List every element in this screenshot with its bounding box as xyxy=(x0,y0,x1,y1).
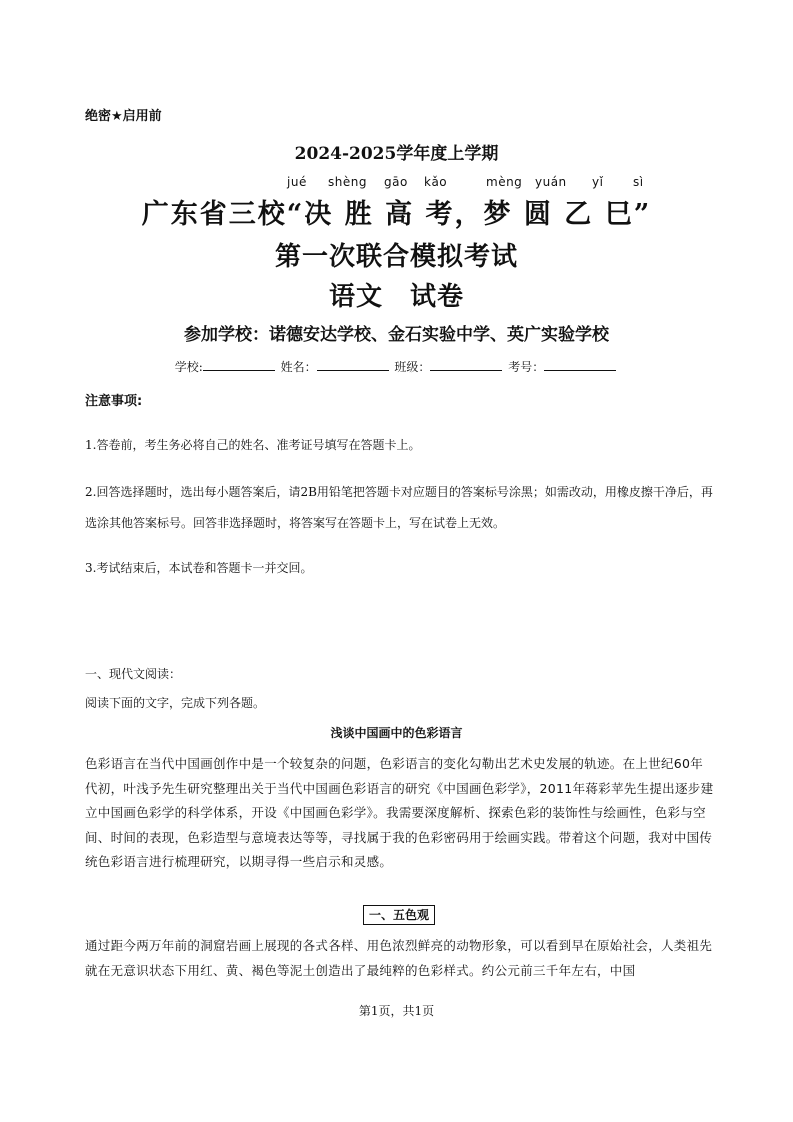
pinyin-syllable: sì xyxy=(633,175,644,189)
pinyin-syllable: yǐ xyxy=(592,175,604,189)
exam-title-main: 广东省三校“决 胜 高 考，梦 圆 乙 巳” xyxy=(141,199,652,230)
notice-item: 2.回答选择题时，选出每小题答案后，请2B用铅笔把答题卡对应题目的答案标号涂黑；如需改动，用橡皮擦干净后，再选涂其他答案标号。回答非选择题时，将答案写在答题卡上，写在试卷上无效。 xyxy=(85,485,713,530)
school-label: 学校: xyxy=(174,360,203,374)
participating-schools: 参加学校：诺德安达学校、金石实验中学、英广实验学校 xyxy=(184,325,609,345)
pinyin-annotation xyxy=(0,175,793,193)
class-label: 班级： xyxy=(394,360,431,374)
school-year-term: 2024-2025学年度上学期 xyxy=(294,144,499,164)
pinyin-syllable: kǎo xyxy=(424,175,448,189)
notice-heading: 注意事项: xyxy=(85,394,143,409)
section-heading: 一、现代文阅读： xyxy=(85,667,182,681)
article-subheading: 一、五色观 xyxy=(363,905,435,925)
exam-title-sub: 第一次联合模拟考试 xyxy=(274,242,518,272)
exam-number-field[interactable] xyxy=(544,360,616,371)
page-number: 第1页，共1页 xyxy=(358,1004,435,1018)
pinyin-syllable: jué xyxy=(287,175,307,189)
article-paragraph: 色彩语言在当代中国画创作中是一个较复杂的问题，色彩语言的变化勾勒出艺术史发展的轨迹。在上世纪60年代初，叶浅予先生研究整理出关于当代中国画色彩语言的研究《中国画色彩学》，2011年蒋彩苹先生提出逐步建立中国画色彩学的科学体系，开设《中国画色彩学》。我需要深度解析、探索色彩的装饰性与绘画性，色彩与空间、时间的表现，色彩造型与意境表达等等，寻找属于我的色彩密码用于绘画实践。带着这个问题，我对中国传统色彩语言进行梳理研究，以期寻得一些启示和灵感。 xyxy=(85,756,714,869)
pinyin-syllable: yuán xyxy=(535,175,567,189)
pinyin-syllable: mèng xyxy=(486,175,523,189)
school-field[interactable] xyxy=(203,360,275,371)
name-field[interactable] xyxy=(317,360,389,371)
notice-item: 3.考试结束后，本试卷和答题卡一并交回。 xyxy=(85,561,313,575)
name-label: 姓名： xyxy=(280,360,317,374)
article-paragraph: 通过距今两万年前的洞窟岩画上展现的各式各样、用色浓烈鲜亮的动物形象，可以看到早在原始社会，人类祖先就在无意识状态下用红、黄、褐色等泥土创造出了最纯粹的色彩样式。约公元前三千年左右，中国 xyxy=(85,938,713,978)
pinyin-syllable: gāo xyxy=(384,175,408,189)
class-field[interactable] xyxy=(430,360,502,371)
pinyin-syllable: shèng xyxy=(328,175,367,189)
exam-number-label: 考号： xyxy=(508,360,545,374)
notice-item: 1.答卷前，考生务必将自己的姓名、准考证号填写在答题卡上。 xyxy=(85,438,421,452)
student-info-row xyxy=(0,358,793,375)
exam-subject: 语文 试卷 xyxy=(328,282,464,312)
section-instruction: 阅读下面的文字，完成下列各题。 xyxy=(85,696,266,710)
confidential-label: 绝密★启用前 xyxy=(85,109,162,124)
article-title: 浅谈中国画中的色彩语言 xyxy=(330,726,463,740)
